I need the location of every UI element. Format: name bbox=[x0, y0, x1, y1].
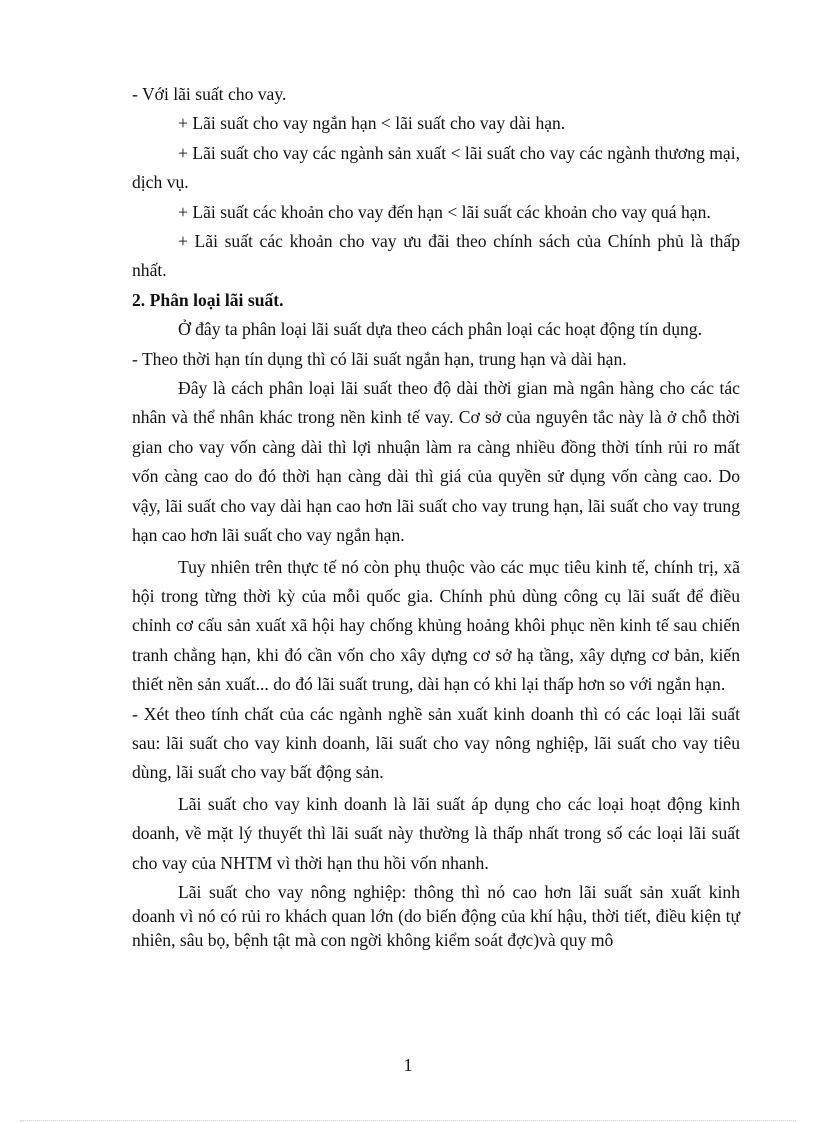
body-text bbox=[132, 80, 740, 952]
paragraph-due-vs-overdue: + Lãi suất các khoản cho vay đến hạn < lãi suất các khoản cho vay quá hạn. bbox=[178, 201, 711, 222]
footer-divider bbox=[20, 1120, 796, 1121]
paragraph-by-industry: - Xét theo tính chất của các ngành nghề sản xuất kinh doanh thì có các loại lãi suất sau: lãi suất cho vay kinh doanh, lãi suất cho vay nông nghiệp, lãi suất cho vay tiêu dùng, lãi suất cho vay bất động sản. bbox=[132, 703, 740, 783]
paragraph-production-vs-commerce: + Lãi suất cho vay các ngành sản xuất < lãi suất cho vay các ngành thương mại, dịch vụ. bbox=[132, 142, 740, 193]
paragraph-however: Tuy nhiên trên thực tế nó còn phụ thuộc vào các mục tiêu kinh tế, chính trị, xã hội trong từng thời kỳ của mỗi quốc gia. Chính phủ dùng công cụ lãi suất để điều chỉnh cơ cấu sản xuất xã hội hay chống khủng hoảng khôi phục nền kinh tế sau chiến tranh chẳng hạn, khi đó cần vốn cho xây dựng cơ sở hạ tầng, xây dựng cơ bản, kiến thiết nền sản xuất... do đó lãi suất trung, dài hạn có khi lại thấp hơn so với ngắn hạn. bbox=[132, 556, 740, 695]
paragraph-by-term: - Theo thời hạn tín dụng thì có lãi suất ngắn hạn, trung hạn và dài hạn. bbox=[132, 348, 627, 369]
paragraph-term-explanation: Đây là cách phân loại lãi suất theo độ dài thời gian mà ngân hàng cho các tác nhân và thể nhân khác trong nền kinh tế vay. Cơ sở của nguyên tắc này là ở chỗ thời gian cho vay vốn càng dài thì lợi nhuận làm ra càng nhiều đồng thời tính rủi ro mất vốn càng cao do đó thời hạn càng dài thì giá của quyền sử dụng vốn càng cao. Do vậy, lãi suất cho vay dài hạn cao hơn lãi suất cho vay trung hạn, lãi suất cho vay trung hạn cao hơn lãi suất cho vay ngắn hạn. bbox=[132, 378, 740, 546]
paragraph-short-vs-long-term: + Lãi suất cho vay ngắn hạn < lãi suất cho vay dài hạn. bbox=[178, 113, 566, 134]
paragraph-preferential-loans: + Lãi suất các khoản cho vay ưu đãi theo chính sách của Chính phủ là thấp nhất. bbox=[132, 231, 740, 281]
section-heading: 2. Phân loại lãi suất. bbox=[132, 289, 284, 310]
paragraph-agricultural-loans: Lãi suất cho vay nông nghiệp: thông thì nó cao hơn lãi suất sản xuất kinh doanh vì nó có rủi ro khách quan lớn (do biến động của khí hậu, thời tiết, điều kiện tự nhiên, sâu bọ, bệnh tật mà con ngời không kiểm soát đợc)và quy mô bbox=[132, 881, 740, 950]
paragraph-interest-rate-lending: - Với lãi suất cho vay. bbox=[132, 84, 287, 104]
paragraph-classification-intro: Ở đây ta phân loại lãi suất dựa theo cách phân loại các hoạt động tín dụng. bbox=[178, 319, 702, 340]
paragraph-business-loans: Lãi suất cho vay kinh doanh là lãi suất áp dụng cho các loại hoạt động kinh doanh, về mặt lý thuyết thì lãi suất này thường là thấp nhất trong số các loại lãi suất cho vay của NHTM vì thời hạn thu hồi vốn nhanh. bbox=[132, 793, 740, 873]
page-number: 1 bbox=[403, 1055, 413, 1075]
